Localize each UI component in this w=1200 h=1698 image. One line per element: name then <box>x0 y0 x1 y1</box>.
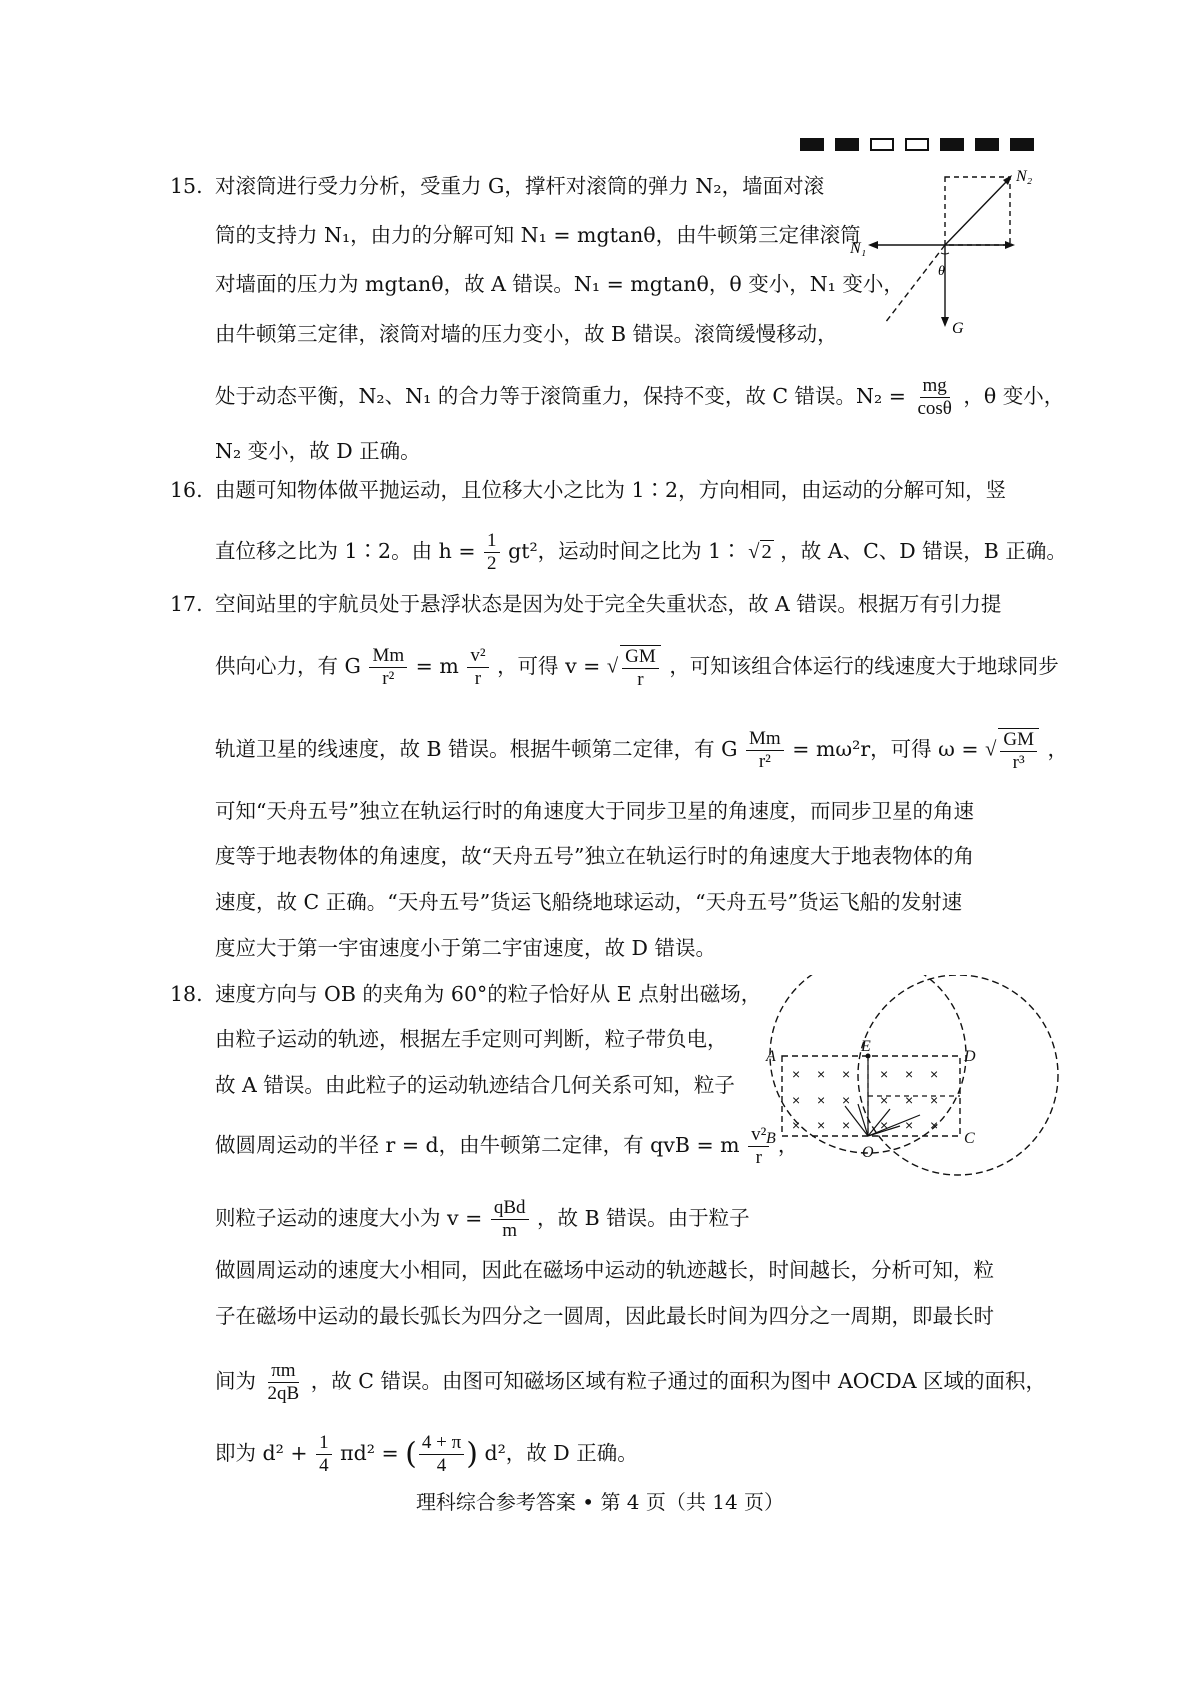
q17-fraction-3-num: GM <box>622 646 659 669</box>
q17-line-2-tail: ，可知该组合体运行的线速度大于地球同步 <box>669 654 1059 678</box>
q17-fraction-5 <box>998 728 1039 774</box>
field-x-marks <box>792 1066 938 1133</box>
q17-line-2-mid: ，可得 v = <box>497 654 601 678</box>
q18-line-6: 做圆周运动的速度大小相同，因此在磁场中运动的轨迹越长，时间越长，分析可知，粒 <box>215 1258 994 1282</box>
q16-line-2-mid: gt²，运动时间之比为 1∶ <box>508 539 742 563</box>
q15-line-1: 对滚筒进行受力分析，受重力 G，撑杆对滚筒的弹力 N₂，墙面对滚 <box>215 174 825 198</box>
header-mark-7 <box>1010 138 1034 151</box>
fig15-label-n1: N₁ <box>850 240 867 257</box>
fig18-label-c: C <box>964 1130 975 1147</box>
fig15-label-theta: θ <box>938 264 945 279</box>
q17-fraction-5-den: r³ <box>1012 752 1025 774</box>
q15-line-2: 筒的支持力 N₁，由力的分解可知 N₁ = mgtanθ，由牛顿第三定律滚筒 <box>215 223 861 247</box>
q15-line-5 <box>215 375 1064 420</box>
q18-line-4-tail: ， <box>777 1133 799 1157</box>
q17-number: 17. <box>170 592 203 616</box>
q17-fraction-1-den: r² <box>382 668 395 689</box>
q17-line-6: 速度，故 C 正确。“天舟五号”货运飞船绕地球运动，“天舟五号”货运飞船的发射速 <box>215 890 963 914</box>
q15-line-6: N₂ 变小，故 D 正确。 <box>215 439 421 463</box>
q18-line-3: 故 A 错误。由此粒子的运动轨迹结合几何关系可知，粒子 <box>215 1073 735 1097</box>
svg-text:×: × <box>817 1092 826 1108</box>
q18-fraction-1-den: r <box>755 1147 762 1168</box>
q15-fraction <box>914 375 954 420</box>
fig18-label-b: B <box>766 1130 776 1147</box>
svg-text:×: × <box>842 1092 851 1108</box>
q17-fraction-3-den: r <box>637 669 644 691</box>
q15-fraction-num: mg <box>920 375 950 398</box>
q18-fraction-5-den: 4 <box>436 1455 447 1476</box>
header-mark-4 <box>905 138 929 151</box>
q17-sqrt-1: √ $\frac{GM}{r}$ <box>607 645 663 691</box>
fig15-label-n2: N₂ <box>1016 168 1033 185</box>
q18-left-paren: ( <box>405 1436 417 1472</box>
q18-fraction-2 <box>491 1197 529 1242</box>
q18-line-8 <box>215 1360 1046 1405</box>
q18-fraction-5-num: 4 + π <box>419 1432 464 1455</box>
q18-line-5-tail: ，故 B 错误。由于粒子 <box>537 1206 750 1230</box>
q17-fraction-2-den: r <box>474 668 482 689</box>
q16-fraction-den: 2 <box>487 553 497 574</box>
q17-fraction-4 <box>746 728 784 773</box>
q17-line-2-eq: = m <box>415 654 459 678</box>
q15-fraction-den: cosθ <box>917 398 952 419</box>
svg-text:×: × <box>842 1066 851 1082</box>
q17-fraction-1 <box>369 645 407 690</box>
svg-text:×: × <box>930 1117 939 1133</box>
q17-line-3-eq: = mω²r，可得 ω = <box>792 737 979 761</box>
q16-fraction-num: 1 <box>484 530 500 553</box>
svg-text:×: × <box>817 1066 826 1082</box>
q18-line-9 <box>215 1432 638 1477</box>
svg-text:×: × <box>930 1092 939 1108</box>
q18-fraction-4-den: 4 <box>319 1455 329 1476</box>
header-mark-5 <box>940 138 964 151</box>
q18-fraction-4 <box>316 1432 332 1477</box>
q18-fraction-3 <box>265 1360 303 1405</box>
q18-line-9-text: 即为 d² + <box>215 1441 308 1465</box>
q18-line-1: 速度方向与 OB 的夹角为 60°的粒子恰好从 E 点射出磁场， <box>215 982 762 1006</box>
q18-line-5-text: 则粒子运动的速度大小为 v = <box>215 1206 483 1230</box>
q18-line-4 <box>215 1124 798 1169</box>
q15-line-5-text: 处于动态平衡，N₂、N₁ 的合力等于滚筒重力，保持不变，故 C 错误。N₂ = <box>215 384 906 408</box>
svg-text:×: × <box>880 1117 889 1133</box>
fig15-label-g: G <box>952 320 964 337</box>
q16-number: 16. <box>170 478 203 502</box>
q15-line-4: 由牛顿第三定律，滚筒对墙的压力变小，故 B 错误。滚筒缓慢移动， <box>215 322 838 346</box>
q16-line-1: 由题可知物体做平抛运动，且位移大小之比为 1∶2，方向相同，由运动的分解可知，竖 <box>215 478 1007 502</box>
q18-fraction-5 <box>419 1432 464 1477</box>
q17-line-2-text: 供向心力，有 G <box>215 654 361 678</box>
svg-text:×: × <box>842 1117 851 1133</box>
q18-line-4-text: 做圆周运动的半径 r = d，由牛顿第二定律，有 qvB = m <box>215 1133 740 1157</box>
q17-line-5: 度等于地表物体的角速度，故“天舟五号”独立在轨运行时的角速度大于地表物体的角 <box>215 844 974 868</box>
q17-line-2 <box>215 645 1059 691</box>
q18-fraction-3-num: πm <box>268 1360 298 1383</box>
q18-number: 18. <box>170 982 203 1006</box>
svg-text:×: × <box>930 1066 939 1082</box>
svg-text:×: × <box>880 1092 889 1108</box>
q17-line-4: 可知“天舟五号”独立在轨运行时的角速度大于同步卫星的角速度，而同步卫星的角速 <box>215 799 974 823</box>
q18-line-9-mid: πd² = <box>340 1441 399 1465</box>
header-marks <box>800 138 1034 151</box>
q18-line-8-text: 间为 <box>215 1369 256 1393</box>
q17-line-3-text: 轨道卫星的线速度，故 B 错误。根据牛顿第二定律，有 G <box>215 737 738 761</box>
svg-text:×: × <box>905 1066 914 1082</box>
q17-fraction-2 <box>467 645 488 690</box>
q18-fraction-2-den: m <box>502 1220 518 1241</box>
q17-line-3 <box>215 728 1068 774</box>
q16-sqrt-value: 2 <box>761 541 772 563</box>
q15-line-3: 对墙面的压力为 mgtanθ，故 A 错误。N₁ = mgtanθ，θ 变小，N₁ 变小， <box>215 272 904 296</box>
q18-fraction-3-den: 2qB <box>267 1383 300 1404</box>
q18-right-paren: ) <box>466 1436 478 1472</box>
q17-sqrt-2: √ $\frac{GM}{\text{r³}}$ <box>985 728 1041 774</box>
q16-line-2-tail: ，故 A、C、D 错误，B 正确。 <box>780 539 1067 563</box>
q17-fraction-3 <box>620 645 661 691</box>
q17-line-1: 空间站里的宇航员处于悬浮状态是因为处于完全失重状态，故 A 错误。根据万有引力提 <box>215 592 1002 616</box>
q17-line-3-tail: ， <box>1047 737 1068 761</box>
fig18-label-e: E <box>861 1038 871 1055</box>
svg-text:×: × <box>792 1066 801 1082</box>
q16-line-2-text: 直位移之比为 1∶2。由 h = <box>215 539 476 563</box>
q18-line-8-tail: ，故 C 错误。由图可知磁场区域有粒子通过的面积为图中 AOCDA 区域的面积， <box>310 1369 1047 1393</box>
header-mark-1 <box>800 138 824 151</box>
q17-fraction-5-num: GM <box>1000 729 1037 752</box>
header-mark-3 <box>870 138 894 151</box>
q18-line-5 <box>215 1197 750 1242</box>
svg-text:×: × <box>880 1066 889 1082</box>
fig18-label-a: A <box>766 1048 776 1065</box>
q18-fraction-1-num: v² <box>748 1124 769 1147</box>
header-mark-2 <box>835 138 859 151</box>
svg-text:×: × <box>792 1092 801 1108</box>
svg-text:×: × <box>905 1117 914 1133</box>
fig18-label-d: D <box>964 1048 976 1065</box>
q18-fraction-2-num: qBd <box>491 1197 529 1220</box>
q17-line-7: 度应大于第一宇宙速度小于第二宇宙速度，故 D 错误。 <box>215 936 716 960</box>
q15-line-5-tail: ，θ 变小， <box>963 384 1065 408</box>
force-diagram <box>850 165 1050 345</box>
q16-sqrt: √2 <box>748 541 772 563</box>
svg-text:×: × <box>792 1117 801 1133</box>
fig18-label-o: O <box>862 1144 874 1161</box>
q18-fraction-4-num: 1 <box>316 1432 332 1455</box>
q17-fraction-2-num: v² <box>467 645 488 668</box>
q15-number: 15. <box>170 174 203 198</box>
q16-line-2 <box>215 530 1067 575</box>
q17-fraction-4-den: r² <box>758 751 771 772</box>
page-footer: 理科综合参考答案 • 第 4 页（共 14 页） <box>415 1490 785 1514</box>
header-mark-6 <box>975 138 999 151</box>
q17-fraction-1-num: Mm <box>369 645 407 668</box>
q16-fraction <box>484 530 500 575</box>
magnetic-field-diagram <box>760 975 1060 1205</box>
svg-text:×: × <box>817 1117 826 1133</box>
q18-line-7: 子在磁场中运动的最长弧长为四分之一圆周，因此最长时间为四分之一周期，即最长时 <box>215 1304 994 1328</box>
q17-fraction-4-num: Mm <box>746 728 784 751</box>
q18-line-9-tail: d²，故 D 正确。 <box>484 1441 638 1465</box>
svg-text:×: × <box>905 1092 914 1108</box>
q18-line-2: 由粒子运动的轨迹，根据左手定则可判断，粒子带负电， <box>215 1027 728 1051</box>
